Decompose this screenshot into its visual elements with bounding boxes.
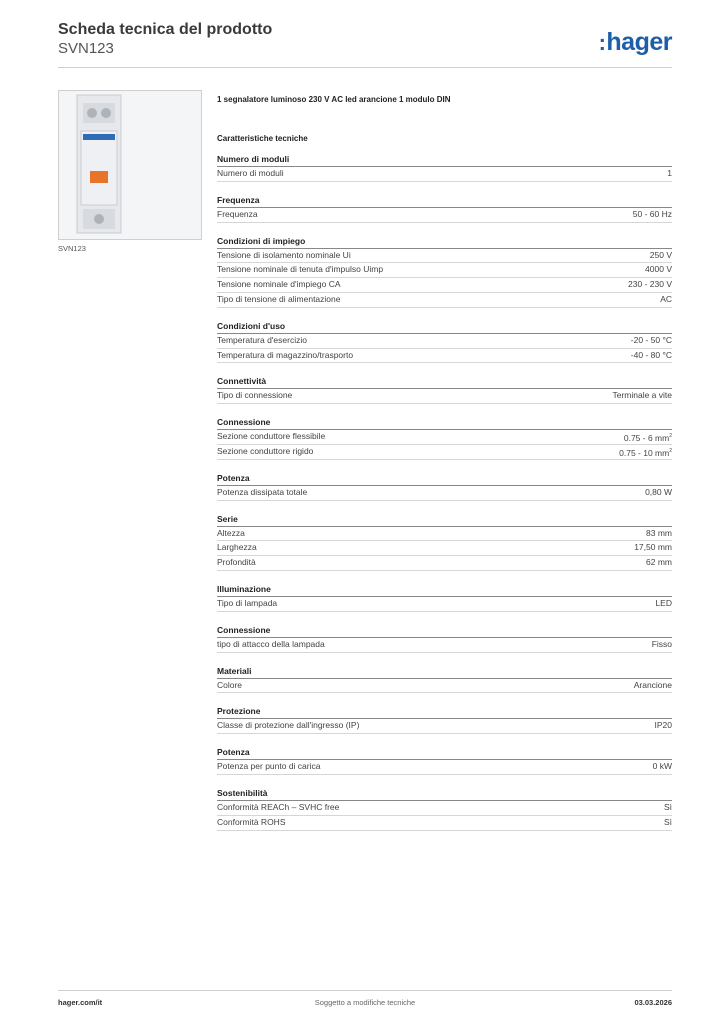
group-title: Sostenibilità bbox=[217, 787, 672, 801]
spec-label: Tipo di lampada bbox=[217, 597, 278, 608]
spec-value-superscript: 2 bbox=[669, 433, 672, 440]
spec-value-text: LED bbox=[655, 597, 672, 608]
spec-value-text: 250 V bbox=[649, 249, 672, 260]
spec-groups bbox=[217, 153, 672, 831]
spec-row bbox=[217, 541, 672, 556]
spec-value-text: Arancione bbox=[633, 679, 672, 690]
spec-value-text: 17,50 mm bbox=[634, 542, 672, 553]
spec-row bbox=[217, 263, 672, 278]
spec-value-text: 0,80 W bbox=[645, 486, 672, 497]
spec-row bbox=[217, 801, 672, 816]
spec-row bbox=[217, 486, 672, 501]
spec-value bbox=[667, 167, 672, 181]
spec-label: Frequenza bbox=[217, 208, 258, 219]
spec-value bbox=[664, 816, 672, 830]
spec-value bbox=[653, 760, 672, 774]
spec-row bbox=[217, 760, 672, 775]
spec-value bbox=[634, 541, 672, 555]
spec-value bbox=[645, 486, 672, 500]
spec-value-text: 230 - 230 V bbox=[628, 279, 672, 290]
spec-row bbox=[217, 278, 672, 293]
spec-value bbox=[660, 293, 672, 307]
spec-label: Tensione di isolamento nominale Ui bbox=[217, 249, 351, 260]
spec-row bbox=[217, 389, 672, 404]
spec-label: tipo di attacco della lampada bbox=[217, 638, 325, 649]
spec-label: Profondità bbox=[217, 557, 256, 568]
spec-value-text: -20 - 50 °C bbox=[630, 334, 672, 345]
group-title: Connettività bbox=[217, 375, 672, 389]
group-title: Illuminazione bbox=[217, 583, 672, 597]
spec-value-superscript: 2 bbox=[669, 447, 672, 454]
spec-row bbox=[217, 719, 672, 734]
page-header bbox=[58, 20, 672, 68]
spec-label: Potenza dissipata totale bbox=[217, 486, 308, 497]
spec-value bbox=[645, 263, 672, 277]
spec-value bbox=[646, 556, 672, 570]
spec-row bbox=[217, 445, 672, 460]
spec-row bbox=[217, 816, 672, 831]
spec-row bbox=[217, 208, 672, 223]
spec-value bbox=[652, 638, 672, 652]
spec-value bbox=[655, 719, 673, 733]
product-illustration-icon bbox=[59, 91, 201, 239]
header-divider bbox=[58, 67, 672, 68]
spec-label: Numero di moduli bbox=[217, 168, 284, 178]
group-title: Frequenza bbox=[217, 194, 672, 208]
spec-label: Potenza per punto di carica bbox=[217, 761, 321, 772]
spec-value bbox=[650, 249, 672, 263]
page-title: Scheda tecnica del prodotto bbox=[58, 21, 273, 38]
spec-label: Temperatura di magazzino/trasporto bbox=[217, 349, 354, 360]
spec-row bbox=[217, 167, 672, 182]
product-description: 1 segnalatore luminoso 230 V AC led arancione 1 modulo DIN bbox=[217, 95, 451, 104]
spec-value-text: 0 kW bbox=[652, 761, 672, 772]
spec-value bbox=[631, 349, 672, 363]
group-title: Serie bbox=[217, 513, 672, 527]
spec-value-text: -40 - 80 °C bbox=[630, 349, 672, 360]
spec-value bbox=[646, 527, 672, 541]
section-title: Caratteristiche tecniche bbox=[217, 134, 308, 143]
spec-label: Classe di protezione dall'ingresso (IP) bbox=[217, 720, 360, 731]
spec-label: Larghezza bbox=[217, 542, 257, 553]
footer-date: 03.03.2026 bbox=[634, 998, 672, 1007]
spec-value-text: Fisso bbox=[651, 638, 672, 649]
spec-value-text: 50 - 60 Hz bbox=[632, 208, 672, 219]
spec-row bbox=[217, 249, 672, 264]
spec-value-text: AC bbox=[660, 293, 672, 304]
spec-label: Tensione nominale di tenuta d'impulso Uimp bbox=[217, 264, 384, 275]
hager-logo: :hager bbox=[598, 28, 672, 56]
spec-value-text: IP20 bbox=[654, 720, 672, 731]
group-title: Connessione bbox=[217, 624, 672, 638]
spec-value bbox=[619, 445, 672, 459]
spec-content bbox=[217, 95, 672, 831]
footer-note: Soggetto a modifiche tecniche bbox=[314, 998, 416, 1007]
spec-row bbox=[217, 679, 672, 694]
spec-value-text: 4000 V bbox=[645, 264, 672, 275]
spec-value-text: 83 mm bbox=[646, 527, 672, 538]
group-title: Condizioni di impiego bbox=[217, 235, 672, 249]
spec-label: Conformità ROHS bbox=[217, 816, 286, 827]
spec-label: Temperatura d'esercizio bbox=[217, 334, 307, 345]
spec-label: Sezione conduttore rigido bbox=[217, 445, 314, 456]
group-title: Potenza bbox=[217, 472, 672, 486]
product-code: SVN123 bbox=[58, 40, 114, 57]
group-title: Condizioni d'uso bbox=[217, 320, 672, 334]
group-title: Materiali bbox=[217, 665, 672, 679]
spec-value bbox=[655, 597, 672, 611]
footer-divider bbox=[58, 990, 672, 991]
spec-value-text: Terminale a vite bbox=[612, 390, 672, 401]
spec-label: Tensione nominale d'impiego CA bbox=[217, 279, 341, 290]
spec-label: Conformità REACh – SVHC free bbox=[217, 801, 340, 812]
spec-value-text: 1 bbox=[667, 168, 672, 178]
spec-label: Tipo di connessione bbox=[217, 390, 293, 401]
spec-row bbox=[217, 556, 672, 571]
spec-row bbox=[217, 334, 672, 349]
group-title: Potenza bbox=[217, 746, 672, 760]
spec-row bbox=[217, 293, 672, 308]
spec-row bbox=[217, 527, 672, 542]
spec-value bbox=[631, 334, 672, 348]
footer-website[interactable]: hager.com/it bbox=[58, 998, 103, 1007]
spec-row bbox=[217, 638, 672, 653]
spec-value-text: 0.75 - 6 mm bbox=[623, 433, 670, 444]
group-title: Connessione bbox=[217, 416, 672, 430]
spec-label: Tipo di tensione di alimentazione bbox=[217, 293, 341, 304]
spec-label: Colore bbox=[217, 679, 243, 690]
group-title: Protezione bbox=[217, 705, 672, 719]
spec-value bbox=[634, 679, 672, 693]
spec-value bbox=[633, 208, 672, 222]
spec-value bbox=[612, 389, 672, 403]
product-image bbox=[58, 90, 202, 240]
spec-value bbox=[628, 278, 672, 292]
spec-row bbox=[217, 349, 672, 364]
logo-text: hager bbox=[606, 28, 672, 56]
spec-value bbox=[624, 430, 672, 444]
spec-label: Sezione conduttore flessibile bbox=[217, 431, 326, 442]
product-caption: SVN123 bbox=[58, 244, 86, 253]
spec-value-text: 0.75 - 10 mm bbox=[619, 447, 670, 458]
spec-value bbox=[664, 801, 672, 815]
spec-row bbox=[217, 430, 672, 445]
spec-value-text: Sì bbox=[663, 816, 672, 827]
spec-value-text: 62 mm bbox=[646, 557, 672, 568]
spec-row bbox=[217, 597, 672, 612]
group-title: Numero di moduli bbox=[217, 153, 672, 167]
spec-value-text: Sì bbox=[663, 801, 672, 812]
spec-label: Altezza bbox=[217, 527, 245, 538]
